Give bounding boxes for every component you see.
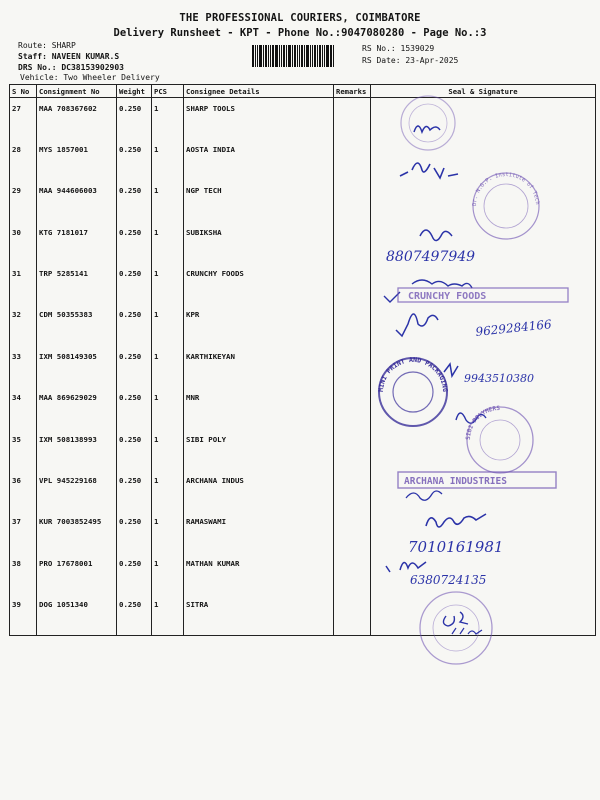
phone-38: 6380724135 (410, 573, 487, 587)
cell-remarks (334, 180, 371, 221)
col-seal-signature: Seal & Signature (371, 85, 596, 98)
phone-32: 9629284166 (474, 317, 553, 339)
cell-weight: 0.250 (117, 387, 152, 428)
cell-weight: 0.250 (117, 346, 152, 387)
cell-sno: 36 (10, 470, 37, 511)
table-row (10, 222, 596, 263)
cell-pcs: 1 (152, 346, 184, 387)
cell-consignee: NGP TECH (184, 180, 334, 221)
cell-remarks (334, 304, 371, 345)
cell-pcs: 1 (152, 429, 184, 470)
cell-remarks (334, 263, 371, 304)
cell-seal-signature (371, 304, 596, 345)
cell-sno: 38 (10, 553, 37, 594)
barcode-bar (310, 45, 311, 67)
cell-seal-signature (371, 387, 596, 428)
table-row (10, 304, 596, 345)
cell-remarks (334, 429, 371, 470)
cell-seal-signature (371, 222, 596, 263)
cell-weight: 0.250 (117, 511, 152, 552)
cell-weight: 0.250 (117, 139, 152, 180)
cell-seal-signature (371, 346, 596, 387)
cell-pcs: 1 (152, 387, 184, 428)
barcode-bar (314, 45, 316, 67)
drs-number: DC3815390290​3 (61, 63, 124, 72)
barcode-bar (317, 45, 318, 67)
cell-weight: 0.250 (117, 553, 152, 594)
cell-sno: 34 (10, 387, 37, 428)
cell-consignee: SUBIKSHA (184, 222, 334, 263)
cell-remarks (334, 98, 371, 139)
barcode-bar (299, 45, 300, 67)
cell-pcs: 1 (152, 98, 184, 139)
cell-consignee: MNR (184, 387, 334, 428)
cell-consignee: ARCHANA INDUS (184, 470, 334, 511)
barcode-bar (286, 45, 287, 67)
col-sno: S No (10, 85, 37, 98)
table-row (10, 98, 596, 139)
barcode-bar (259, 45, 262, 67)
cell-sno: 27 (10, 98, 37, 139)
cell-pcs: 1 (152, 594, 184, 636)
barcode-bar (279, 45, 280, 67)
barcode-bar (270, 45, 271, 67)
barcode-bar (304, 45, 305, 67)
table-header-row (10, 85, 596, 98)
barcode-bar (292, 45, 293, 67)
staff-line (18, 52, 119, 61)
cell-sno: 29 (10, 180, 37, 221)
cell-consignee: KARTHIKEYAN (184, 346, 334, 387)
cell-weight: 0.250 (117, 98, 152, 139)
barcode-bar (322, 45, 323, 67)
cell-consignment: KTG 7181017 (37, 222, 117, 263)
cell-sno: 37 (10, 511, 37, 552)
cell-consignment: IXM 508138993 (37, 429, 117, 470)
cell-weight: 0.250 (117, 429, 152, 470)
barcode-bar (252, 45, 254, 67)
cell-sno: 35 (10, 429, 37, 470)
stamp-33-text: MINI PRINT AND PACKAGING (376, 355, 450, 393)
staff-label: Staff: (18, 52, 47, 61)
cell-pcs: 1 (152, 511, 184, 552)
cell-consignee: CRUNCHY FOODS (184, 263, 334, 304)
cell-seal-signature (371, 139, 596, 180)
vehicle-label: Vehicle: Two Wheeler Delivery (20, 73, 160, 82)
stamp-36-text: ARCHANA INDUSTRIES (404, 476, 507, 487)
cell-remarks (334, 387, 371, 428)
cell-seal-signature (371, 429, 596, 470)
cell-sno: 32 (10, 304, 37, 345)
barcode-bar (312, 45, 313, 67)
col-weight: Weight (117, 85, 152, 98)
barcode-bar (294, 45, 296, 67)
cell-consignment: DOG 1051340 (37, 594, 117, 636)
barcode-bar (257, 45, 258, 67)
barcode-bar (263, 45, 264, 67)
cell-seal-signature (371, 470, 596, 511)
table-body (10, 98, 596, 636)
rs-date: RS Date: 23-Apr-2025 (362, 56, 459, 65)
stamp-29-text: Dr. N.G.P. Institute of Tech (471, 171, 540, 207)
table-row (10, 180, 596, 221)
cell-consignment: MAA 869629029 (37, 387, 117, 428)
cell-remarks (334, 594, 371, 636)
cell-remarks (334, 511, 371, 552)
barcode-bar (301, 45, 303, 67)
cell-consignment: KUR 7003852495 (37, 511, 117, 552)
cell-weight: 0.250 (117, 263, 152, 304)
table-row (10, 429, 596, 470)
cell-consignment: MYS 1857001 (37, 139, 117, 180)
drs-label: DRS No.: (18, 63, 57, 72)
cell-consignee: RAMASWAMI (184, 511, 334, 552)
cell-pcs: 1 (152, 222, 184, 263)
cell-consignment: PRO 17678001 (37, 553, 117, 594)
barcode-bar (333, 45, 334, 67)
table-row (10, 139, 596, 180)
barcode-bar (319, 45, 321, 67)
table-row (10, 387, 596, 428)
cell-remarks (334, 346, 371, 387)
col-pcs: PCS (152, 85, 184, 98)
barcode-bar (288, 45, 291, 67)
cell-seal-signature (371, 553, 596, 594)
phone-30: 8807497949 (386, 249, 476, 265)
rs-number: RS No.: 1539029 (362, 44, 435, 53)
cell-sno: 39 (10, 594, 37, 636)
cell-consignment: CDM 50355383 (37, 304, 117, 345)
cell-remarks (334, 553, 371, 594)
cell-sno: 30 (10, 222, 37, 263)
cell-consignee: KPR (184, 304, 334, 345)
cell-consignee: SHARP TOOLS (184, 98, 334, 139)
staff-name: NAVEEN KUMAR.S (51, 52, 120, 61)
table-row (10, 553, 596, 594)
table-row (10, 594, 596, 636)
barcode-bar (306, 45, 309, 67)
cell-pcs: 1 (152, 470, 184, 511)
barcode-bar (330, 45, 332, 67)
barcode-bar (272, 45, 274, 67)
cell-sno: 28 (10, 139, 37, 180)
cell-weight: 0.250 (117, 304, 152, 345)
table-row (10, 511, 596, 552)
barcode-bar (265, 45, 267, 67)
cell-seal-signature (371, 263, 596, 304)
cell-consignee: AOSTA INDIA (184, 139, 334, 180)
barcode-bar (268, 45, 269, 67)
barcode-bar (297, 45, 298, 67)
barcode-bar (324, 45, 325, 67)
cell-weight: 0.250 (117, 180, 152, 221)
phone-37: 7010161981 (408, 538, 504, 556)
cell-seal-signature (371, 594, 596, 636)
cell-pcs: 1 (152, 139, 184, 180)
cell-weight: 0.250 (117, 222, 152, 263)
barcode-bar (281, 45, 282, 67)
cell-pcs: 1 (152, 553, 184, 594)
cell-consignment: MAA 944606003 (37, 180, 117, 221)
barcode-bar (275, 45, 278, 67)
cell-remarks (334, 222, 371, 263)
cell-consignment: VPL 945229168 (37, 470, 117, 511)
cell-seal-signature (371, 511, 596, 552)
cell-weight: 0.250 (117, 594, 152, 636)
barcode (252, 45, 344, 67)
col-remarks: Remarks (334, 85, 371, 98)
stamp-31-text: CRUNCHY FOODS (408, 291, 487, 302)
col-consignee: Consignee Details (184, 85, 334, 98)
table-row (10, 470, 596, 511)
cell-pcs: 1 (152, 304, 184, 345)
cell-consignee: SIBI POLY (184, 429, 334, 470)
cell-consignee: MATHAN KUMAR (184, 553, 334, 594)
table-row (10, 263, 596, 304)
cell-consignee: SITRA (184, 594, 334, 636)
cell-sno: 33 (10, 346, 37, 387)
route-label: Route: SHARP (18, 41, 76, 50)
phone-33: 9943510380 (464, 372, 534, 385)
cell-sno: 31 (10, 263, 37, 304)
barcode-bar (255, 45, 256, 67)
cell-pcs: 1 (152, 180, 184, 221)
cell-consignment: IXM 508149305 (37, 346, 117, 387)
runsheet-subtitle: Delivery Runsheet - KPT - Phone No.:9047080280 - Page No.:3 (113, 27, 487, 39)
cell-seal-signature (371, 180, 596, 221)
table-row (10, 346, 596, 387)
cell-consignment: TRP 5285141 (37, 263, 117, 304)
stamp-35-text: SIBI POLYMERS (464, 404, 501, 441)
runsheet-table (9, 84, 596, 636)
cell-consignment: MAA 708367602 (37, 98, 117, 139)
barcode-bar (283, 45, 285, 67)
cell-pcs: 1 (152, 263, 184, 304)
drs-line (18, 63, 124, 72)
company-title: THE PROFESSIONAL COURIERS, COIMBATORE (179, 12, 421, 24)
col-consignment: Consignment No (37, 85, 117, 98)
barcode-bar (326, 45, 329, 67)
cell-seal-signature (371, 98, 596, 139)
cell-remarks (334, 470, 371, 511)
cell-weight: 0.250 (117, 470, 152, 511)
cell-remarks (334, 139, 371, 180)
